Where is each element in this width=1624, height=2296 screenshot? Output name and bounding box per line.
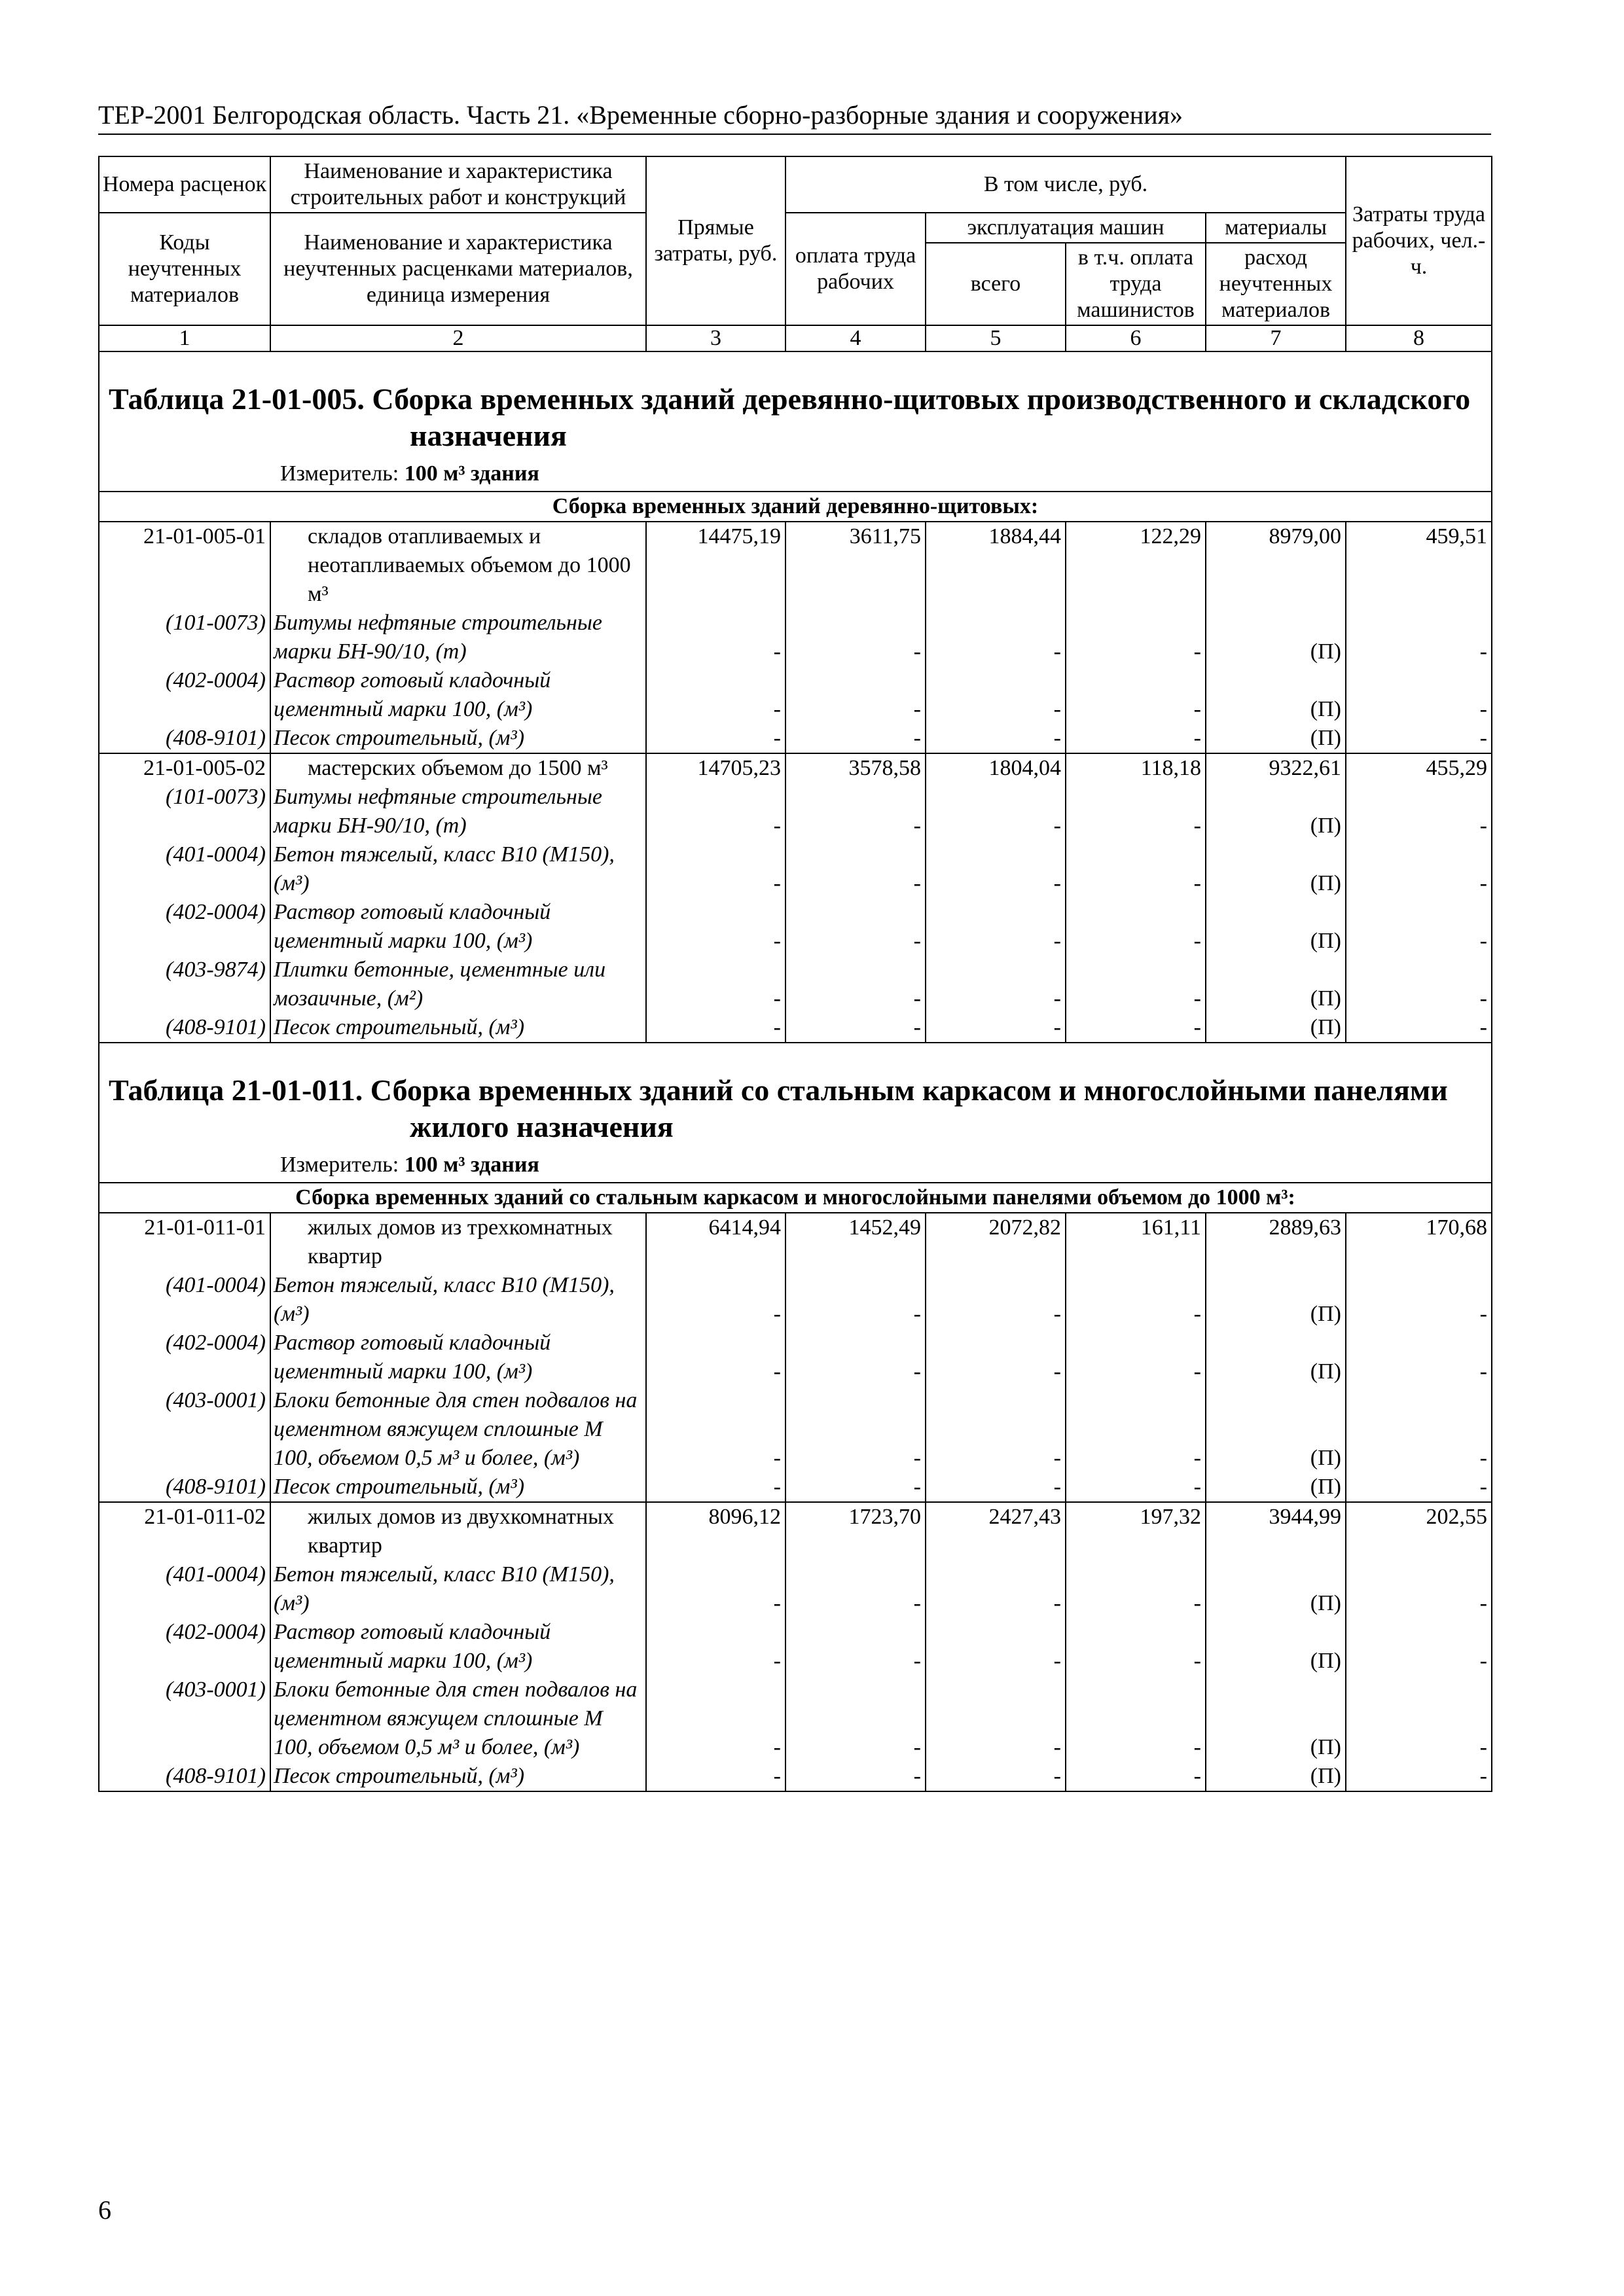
material-value: - [1066, 783, 1206, 840]
column-number: 1 [99, 325, 270, 351]
material-code: (403-9874) [99, 956, 270, 1013]
material-name: Плитки бетонные, цементные или мозаичные, (м²) [270, 956, 646, 1013]
material-value: - [1066, 956, 1206, 1013]
material-value: - [926, 840, 1066, 898]
measure-value: 100 м³ здания [404, 1153, 539, 1177]
rate-name: жилых домов из двухкомнатных квартир [270, 1502, 646, 1560]
material-value: (П) [1206, 1618, 1346, 1676]
material-value: - [646, 1618, 785, 1676]
material-row [99, 609, 1492, 666]
measure-value: 100 м³ здания [404, 461, 539, 486]
material-value: (П) [1206, 1271, 1346, 1329]
material-value: (П) [1206, 724, 1346, 753]
material-value: (П) [1206, 1329, 1346, 1386]
material-value: - [926, 956, 1066, 1013]
material-value: - [1346, 956, 1492, 1013]
material-name: Песок строительный, (м³) [270, 1013, 646, 1043]
machines-header: эксплуатация машин [926, 213, 1206, 243]
material-value: - [785, 609, 926, 666]
rate-value: 1452,49 [785, 1213, 926, 1271]
material-value: (П) [1206, 1386, 1346, 1473]
material-row [99, 1676, 1492, 1762]
material-value: (П) [1206, 609, 1346, 666]
material-name: Блоки бетонные для стен подвалов на цементном вяжущем сплошные М 100, объемом 0,5 м³ и более, (м³) [270, 1386, 646, 1473]
rate-value: 3944,99 [1206, 1502, 1346, 1560]
material-value: - [926, 1618, 1066, 1676]
material-name: Битумы нефтяные строительные марки БН-90/10, (т) [270, 609, 646, 666]
material-value: - [926, 666, 1066, 724]
material-code: (408-9101) [99, 1013, 270, 1043]
running-header: ТЕР-2001 Белгородская область. Часть 21. «Временные сборно-разборные здания и сооружения» [98, 100, 1183, 130]
material-value: - [1346, 783, 1492, 840]
material-value: - [1066, 1762, 1206, 1791]
header-rule [98, 134, 1491, 135]
page-number: 6 [98, 2195, 111, 2225]
material-row [99, 724, 1492, 753]
material-code: (101-0073) [99, 609, 270, 666]
material-code: (101-0073) [99, 783, 270, 840]
material-value: - [926, 783, 1066, 840]
material-value: - [785, 724, 926, 753]
material-code: (402-0004) [99, 666, 270, 724]
material-value: - [1346, 1386, 1492, 1473]
material-value: - [1066, 1560, 1206, 1618]
material-value: - [1066, 609, 1206, 666]
material-value: - [1346, 1762, 1492, 1791]
material-row [99, 1618, 1492, 1676]
rate-code: 21-01-005-01 [99, 522, 270, 609]
rate-value: 1884,44 [926, 522, 1066, 609]
table-title: Таблица 21-01-005. Сборка временных зданий деревянно-щитовых производственного и складского назначения [109, 382, 1471, 452]
rate-code: 21-01-011-02 [99, 1502, 270, 1560]
rate-value: 455,29 [1346, 753, 1492, 783]
material-value: (П) [1206, 783, 1346, 840]
material-value: - [1066, 1329, 1206, 1386]
table-title-cell [99, 1043, 1492, 1145]
material-value: - [785, 1013, 926, 1043]
material-value: - [1346, 1271, 1492, 1329]
material-value: - [926, 1762, 1066, 1791]
material-value: (П) [1206, 1013, 1346, 1043]
price-table [98, 156, 1492, 1792]
materials-header: материалы [1206, 213, 1346, 243]
material-value: (П) [1206, 956, 1346, 1013]
rate-value: 8096,12 [646, 1502, 785, 1560]
col3-header: Прямые затраты, руб. [646, 156, 785, 325]
material-value: - [785, 898, 926, 956]
material-value: (П) [1206, 1762, 1346, 1791]
rate-value: 161,11 [1066, 1213, 1206, 1271]
col8-header: Затраты труда рабочих, чел.-ч. [1346, 156, 1492, 325]
rate-value: 122,29 [1066, 522, 1206, 609]
material-value: - [646, 783, 785, 840]
material-value: - [1346, 840, 1492, 898]
material-value: - [926, 1386, 1066, 1473]
material-code: (401-0004) [99, 840, 270, 898]
rate-value: 2889,63 [1206, 1213, 1346, 1271]
material-value: - [646, 724, 785, 753]
col5-header: всего [926, 243, 1066, 325]
material-code: (402-0004) [99, 1329, 270, 1386]
rate-name: складов отапливаемых и неотапливаемых объемом до 1000 м³ [270, 522, 646, 609]
material-code: (408-9101) [99, 1473, 270, 1502]
rate-value: 202,55 [1346, 1502, 1492, 1560]
rate-value: 1723,70 [785, 1502, 926, 1560]
column-number: 7 [1206, 325, 1346, 351]
material-row [99, 1473, 1492, 1502]
rate-value: 118,18 [1066, 753, 1206, 783]
material-value: - [646, 898, 785, 956]
material-value: - [785, 1560, 926, 1618]
rate-value: 8979,00 [1206, 522, 1346, 609]
material-row [99, 840, 1492, 898]
material-value: - [926, 1013, 1066, 1043]
column-number: 3 [646, 325, 785, 351]
material-value: - [785, 1676, 926, 1762]
material-value: (П) [1206, 1473, 1346, 1502]
rate-value: 1804,04 [926, 753, 1066, 783]
material-value: - [646, 1386, 785, 1473]
col2-header: Наименование и характеристика строительных работ и конструкций [270, 156, 646, 213]
material-code: (402-0004) [99, 1618, 270, 1676]
group-title: Сборка временных зданий деревянно-щитовых: [99, 492, 1492, 522]
material-value: - [1346, 724, 1492, 753]
material-value: - [785, 1329, 926, 1386]
material-row [99, 1762, 1492, 1791]
material-value: - [785, 840, 926, 898]
material-value: - [1066, 666, 1206, 724]
incl-header: В том числе, руб. [785, 156, 1346, 213]
group-title: Сборка временных зданий со стальным каркасом и многослойными панелями объемом до 1000 м³: [99, 1183, 1492, 1213]
col6-header: в т.ч. оплата труда машинистов [1066, 243, 1206, 325]
material-value: - [926, 1473, 1066, 1502]
rate-value: 197,32 [1066, 1502, 1206, 1560]
material-row [99, 1013, 1492, 1043]
material-name: Бетон тяжелый, класс В10 (М150), (м³) [270, 1560, 646, 1618]
material-code: (402-0004) [99, 898, 270, 956]
material-value: - [1346, 1676, 1492, 1762]
col4-header: оплата труда рабочих [785, 213, 926, 325]
col2-subheader: Наименование и характеристика неучтенных расценками материалов, единица измерения [270, 213, 646, 325]
material-value: - [926, 1676, 1066, 1762]
measure-label: Измеритель: [280, 461, 399, 486]
material-name: Битумы нефтяные строительные марки БН-90/10, (т) [270, 783, 646, 840]
material-value: - [785, 1386, 926, 1473]
material-value: - [926, 1329, 1066, 1386]
material-value: - [785, 1762, 926, 1791]
rate-value: 2072,82 [926, 1213, 1066, 1271]
rate-row [99, 753, 1492, 783]
material-value: - [785, 956, 926, 1013]
material-row [99, 898, 1492, 956]
rate-value: 3578,58 [785, 753, 926, 783]
column-number: 4 [785, 325, 926, 351]
rate-value: 3611,75 [785, 522, 926, 609]
material-code: (408-9101) [99, 724, 270, 753]
material-value: - [1346, 666, 1492, 724]
material-row [99, 1271, 1492, 1329]
material-value: - [646, 609, 785, 666]
material-value: (П) [1206, 840, 1346, 898]
rate-value: 170,68 [1346, 1213, 1492, 1271]
rate-value: 2427,43 [926, 1502, 1066, 1560]
group-row [99, 492, 1492, 522]
material-name: Раствор готовый кладочный цементный марки 100, (м³) [270, 1618, 646, 1676]
material-value: - [785, 1271, 926, 1329]
table-title-row [99, 351, 1492, 454]
material-value: - [1346, 1618, 1492, 1676]
material-value: - [646, 956, 785, 1013]
material-value: - [926, 1271, 1066, 1329]
material-value: - [1066, 1473, 1206, 1502]
col7-header: расход неучтенных материалов [1206, 243, 1346, 325]
measure-label: Измеритель: [280, 1153, 399, 1177]
material-value: - [1346, 898, 1492, 956]
rate-name: мастерских объемом до 1500 м³ [270, 753, 646, 783]
rate-code: 21-01-011-01 [99, 1213, 270, 1271]
material-value: - [1346, 1013, 1492, 1043]
rate-row [99, 522, 1492, 609]
material-name: Раствор готовый кладочный цементный марки 100, (м³) [270, 666, 646, 724]
rate-code: 21-01-005-02 [99, 753, 270, 783]
material-name: Песок строительный, (м³) [270, 1473, 646, 1502]
rate-row [99, 1213, 1492, 1271]
column-number: 8 [1346, 325, 1492, 351]
material-code: (401-0004) [99, 1271, 270, 1329]
material-value: - [785, 1473, 926, 1502]
material-value: - [1346, 1473, 1492, 1502]
material-value: - [646, 840, 785, 898]
material-value: - [1346, 609, 1492, 666]
table-title-cell [99, 351, 1492, 454]
rate-value: 6414,94 [646, 1213, 785, 1271]
material-name: Песок строительный, (м³) [270, 724, 646, 753]
column-number: 5 [926, 325, 1066, 351]
material-value: - [926, 724, 1066, 753]
material-row [99, 666, 1492, 724]
rate-row [99, 1502, 1492, 1560]
material-value: - [1066, 1271, 1206, 1329]
material-code: (403-0001) [99, 1676, 270, 1762]
material-value: - [646, 666, 785, 724]
measure-cell [99, 1145, 1492, 1183]
material-name: Раствор готовый кладочный цементный марки 100, (м³) [270, 898, 646, 956]
material-value: - [1346, 1560, 1492, 1618]
material-name: Бетон тяжелый, класс В10 (М150), (м³) [270, 840, 646, 898]
material-value: - [646, 1329, 785, 1386]
material-value: - [785, 1618, 926, 1676]
table-title-row [99, 1043, 1492, 1145]
material-code: (401-0004) [99, 1560, 270, 1618]
group-row [99, 1183, 1492, 1213]
material-value: - [1066, 1676, 1206, 1762]
material-value: - [1066, 1618, 1206, 1676]
rate-value: 14705,23 [646, 753, 785, 783]
material-row [99, 1560, 1492, 1618]
rate-value: 459,51 [1346, 522, 1492, 609]
material-value: - [785, 783, 926, 840]
material-value: - [646, 1560, 785, 1618]
material-name: Раствор готовый кладочный цементный марки 100, (м³) [270, 1329, 646, 1386]
material-row [99, 783, 1492, 840]
material-name: Блоки бетонные для стен подвалов на цементном вяжущем сплошные М 100, объемом 0,5 м³ и более, (м³) [270, 1676, 646, 1762]
col1-header: Номера расценок [99, 156, 270, 213]
material-row [99, 956, 1492, 1013]
column-number: 2 [270, 325, 646, 351]
material-code: (403-0001) [99, 1386, 270, 1473]
rate-value: 14475,19 [646, 522, 785, 609]
material-value: - [1066, 724, 1206, 753]
material-value: - [646, 1676, 785, 1762]
material-row [99, 1329, 1492, 1386]
material-value: (П) [1206, 666, 1346, 724]
measure-row [99, 454, 1492, 492]
material-value: - [646, 1271, 785, 1329]
rate-name: жилых домов из трехкомнатных квартир [270, 1213, 646, 1271]
material-value: - [926, 609, 1066, 666]
measure-cell [99, 454, 1492, 492]
material-value: - [1346, 1329, 1492, 1386]
table-title: Таблица 21-01-011. Сборка временных зданий со стальным каркасом и многослойными панелями жилого назначения [109, 1073, 1448, 1143]
material-value: (П) [1206, 898, 1346, 956]
material-row [99, 1386, 1492, 1473]
material-value: - [1066, 1013, 1206, 1043]
material-value: (П) [1206, 1676, 1346, 1762]
column-number: 6 [1066, 325, 1206, 351]
material-value: - [1066, 898, 1206, 956]
measure-row [99, 1145, 1492, 1183]
rate-value: 9322,61 [1206, 753, 1346, 783]
material-value: - [1066, 840, 1206, 898]
material-name: Песок строительный, (м³) [270, 1762, 646, 1791]
material-value: - [1066, 1386, 1206, 1473]
material-value: - [646, 1762, 785, 1791]
material-value: - [646, 1013, 785, 1043]
material-code: (408-9101) [99, 1762, 270, 1791]
material-value: - [926, 1560, 1066, 1618]
material-value: - [785, 666, 926, 724]
material-value: - [646, 1473, 785, 1502]
material-name: Бетон тяжелый, класс В10 (М150), (м³) [270, 1271, 646, 1329]
col1-subheader: Коды неучтенных материалов [99, 213, 270, 325]
material-value: - [926, 898, 1066, 956]
material-value: (П) [1206, 1560, 1346, 1618]
